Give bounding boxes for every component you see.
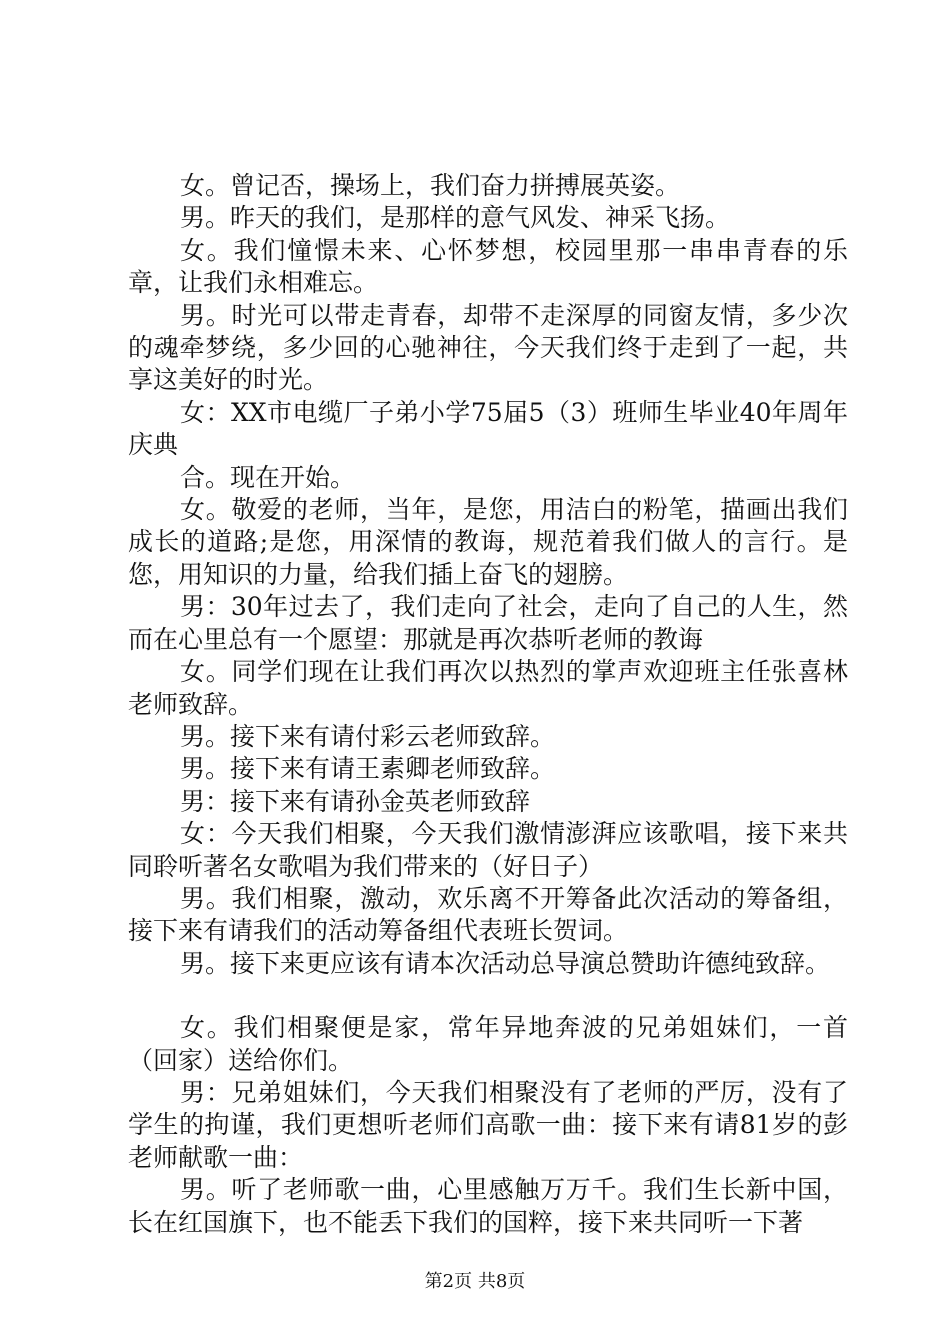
paragraph: 男：兄弟姐妹们，今天我们相聚没有了老师的严厉，没有了学生的拘谨，我们更想听老师们高歌一曲：接下来有请81岁的彭老师献歌一曲： — [128, 1077, 848, 1172]
paragraph: 男。我们相聚，激动，欢乐离不开筹备此次活动的筹备组，接下来有请我们的活动筹备组代表班长贺词。 — [128, 883, 848, 946]
document-body — [128, 170, 848, 1239]
paragraph: 合。现在开始。 — [180, 462, 356, 492]
paragraph: 女：XX市电缆厂子弟小学75届5（3）班师生毕业40年周年庆典 — [128, 397, 848, 460]
paragraph: 男。接下来有请王素卿老师致辞。 — [180, 754, 556, 784]
paragraph: 女：今天我们相聚，今天我们激情澎湃应该歌唱，接下来共同聆听著名女歌唱为我们带来的（好日子） — [128, 819, 848, 881]
paragraph: 男。时光可以带走青春，却带不走深厚的同窗友情，多少次的魂牵梦绕，多少回的心驰神往，今天我们终于走到了一起，共享这美好的时光。 — [128, 300, 848, 395]
paragraph: 男：30年过去了，我们走向了社会，走向了自己的人生，然而在心里总有一个愿望：那就是再次恭听老师的教诲 — [128, 592, 848, 654]
paragraph: 男。接下来更应该有请本次活动总导演总赞助许德纯致辞。 — [180, 948, 831, 978]
paragraph: 女。同学们现在让我们再次以热烈的掌声欢迎班主任张喜林老师致辞。 — [128, 657, 848, 719]
paragraph: 男：接下来有请孙金英老师致辞 — [180, 786, 531, 816]
paragraph: 男。接下来有请付彩云老师致辞。 — [180, 721, 556, 751]
paragraph: 女。我们相聚便是家，常年异地奔波的兄弟姐妹们，一首（回家）送给你们。 — [128, 1013, 848, 1075]
paragraph: 女。曾记否，操场上，我们奋力拼搏展英姿。 — [180, 171, 681, 200]
paragraph: 男。听了老师歌一曲，心里感触万万千。我们生长新中国，长在红国旗下，也不能丢下我们的国粹，接下来共同听一下著 — [128, 1175, 848, 1237]
page-footer: 第2页 共8页 — [424, 1271, 526, 1292]
paragraph: 女。敬爱的老师，当年，是您，用洁白的粉笔，描画出我们成长的道路;是您，用深情的教诲，规范着我们做人的言行。是您，用知识的力量，给我们插上奋飞的翅膀。 — [128, 495, 848, 589]
paragraph: 男。昨天的我们，是那样的意气风发、神采飞扬。 — [180, 203, 731, 233]
paragraph: 女。我们憧憬未来、心怀梦想，校园里那一串串青春的乐章，让我们永相难忘。 — [128, 235, 848, 298]
